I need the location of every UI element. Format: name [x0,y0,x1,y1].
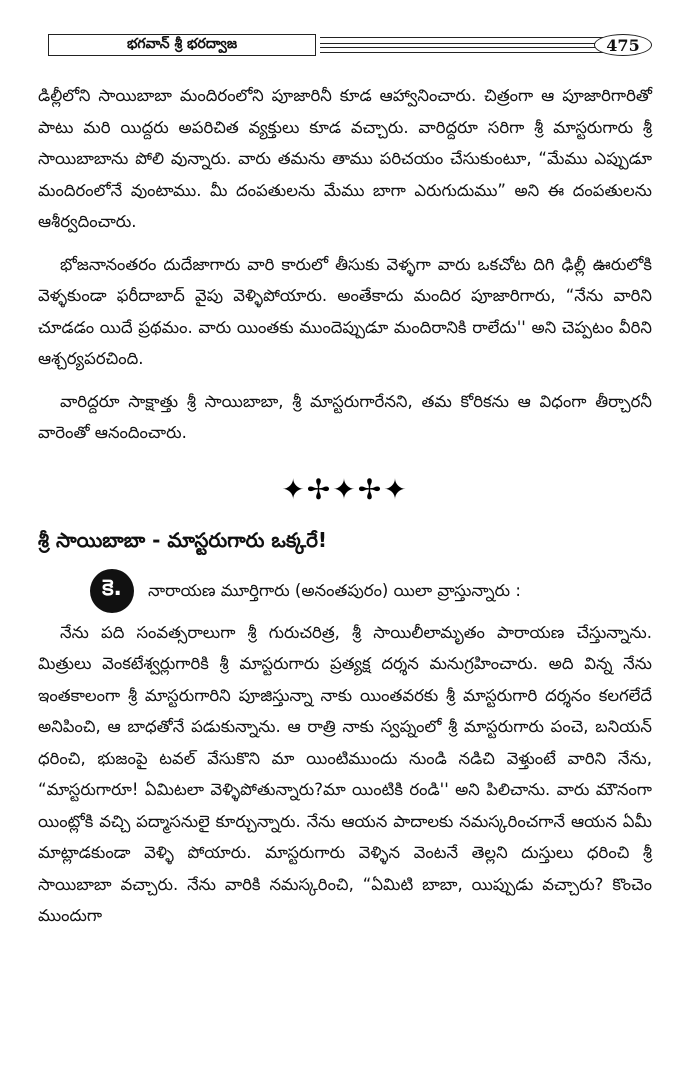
paragraph-1: డిల్లీలోని సాయిబాబా మందిరంలోని పూజారినీ కూడ ఆహ్వానించారు. చిత్రంగా ఆ పూజారిగారితో పాటు మరి యిద్దరు అపరిచిత వ్యక్తులు కూడ వచ్చారు. వారిద్దరూ సరిగా శ్రీ మాస్టరుగారు శ్రీ సాయిబాబాను పోలి వున్నారు. వారు తమను తాము పరిచయం చేసుకుంటూ, “మేము ఎప్పుడూ మందిరంలోనే వుంటాము. మీ దంపతులను మేము బాగా ఎరుగుదుము” అని ఈ దంపతులను ఆశీర్వదించారు. [38,86,652,231]
intro-line: నారాయణ మూర్తిగారు (అనంతపురం) యిలా వ్రాస్తున్నారు : [148,580,521,600]
section-divider-ornament: ✦✢✦✢✦ [281,472,409,506]
paragraph-2: భోజనానంతరం దుదేజాగారు వారి కారులో తీసుకు వెళ్ళగా వారు ఒకచోట దిగి ఢిల్లీ ఊరులోకి వెళ్ళకుండా ఫరీదాబాద్ వైపు వెళ్ళిపోయారు. అంతేకాదు మందిర పూజారిగారు, “నేను వారిని చూడడం యిదే ప్రథమం. వారు యింతకు ముందెప్పుడూ మందిరానికి రాలేదు'' అని చెప్పటం వీరిని ఆశ్చర్యపరచింది. [38,254,652,368]
dropcap-badge: కె. [90,569,134,613]
section-heading: శ్రీ సాయిబాబా - మాస్టరుగారు ఒక్కరే! [38,527,328,552]
paragraph-4: నేను పది సంవత్సరాలుగా శ్రీ గురుచరిత్ర, శ్రీ సాయిలీలామృతం పారాయణ చేస్తున్నాను. మిత్రులు వెంకటేశ్వర్లుగారికి శ్రీ మాస్టరుగారు ప్రత్యక్ష దర్శన మనుగ్రహించారు. అది విన్న నేను ఇంతకాలంగా శ్రీ మాస్టరుగారిని పూజిస్తున్నా నాకు యింతవరకు శ్రీ మాస్టరుగారి దర్శనం కలగలేదే అనిపించి, ఆ బాధతోనే పడుకున్నాను. ఆ రాత్రి నాకు స్వప్నంలో శ్రీ మాస్టరుగారు పంచె, బనియన్ ధరించి, భుజంపై టవల్ వేసుకొని మా యింటిముందు నుండి నడిచి వెళ్తుంటే వారిని నేను, “మాస్టరుగారూ! ఏమిటలా వెళ్ళిపోతున్నారు?మా యింటికి రండి'' అని పిలిచాను. వారు మౌనంగా యింట్లోకి వచ్చి పద్మాసనులై కూర్చున్నారు. నేను ఆయన పాదాలకు నమస్కరించగానే ఆయన ఏమీ మాట్లాడకుండా వెళ్ళి పోయారు. మాస్టరుగారు వెళ్ళిన వెంటనే తెల్లని దుస్తులు ధరించి శ్రీ సాయిబాబా వచ్చారు. నేను వారికి నమస్కరించి, “ఏమిటి బాబా, యిప్పుడు వచ్చారు? కొంచెం ముందుగా [38,622,652,925]
book-title: భగవాన్ శ్రీ భరద్వాజ [48,34,316,56]
paragraph-3: వారిద్దరూ సాక్షాత్తు శ్రీ సాయిబాబా, శ్రీ మాస్టరుగారేనని, తమ కోరికను ఆ విధంగా తీర్చారనీ వారెంతో ఆనందించారు. [38,391,652,442]
running-header [48,34,652,60]
dropcap-row [90,569,652,613]
page-body [38,80,652,943]
page-number: 475 [594,34,652,56]
header-rule-lines [320,37,612,53]
